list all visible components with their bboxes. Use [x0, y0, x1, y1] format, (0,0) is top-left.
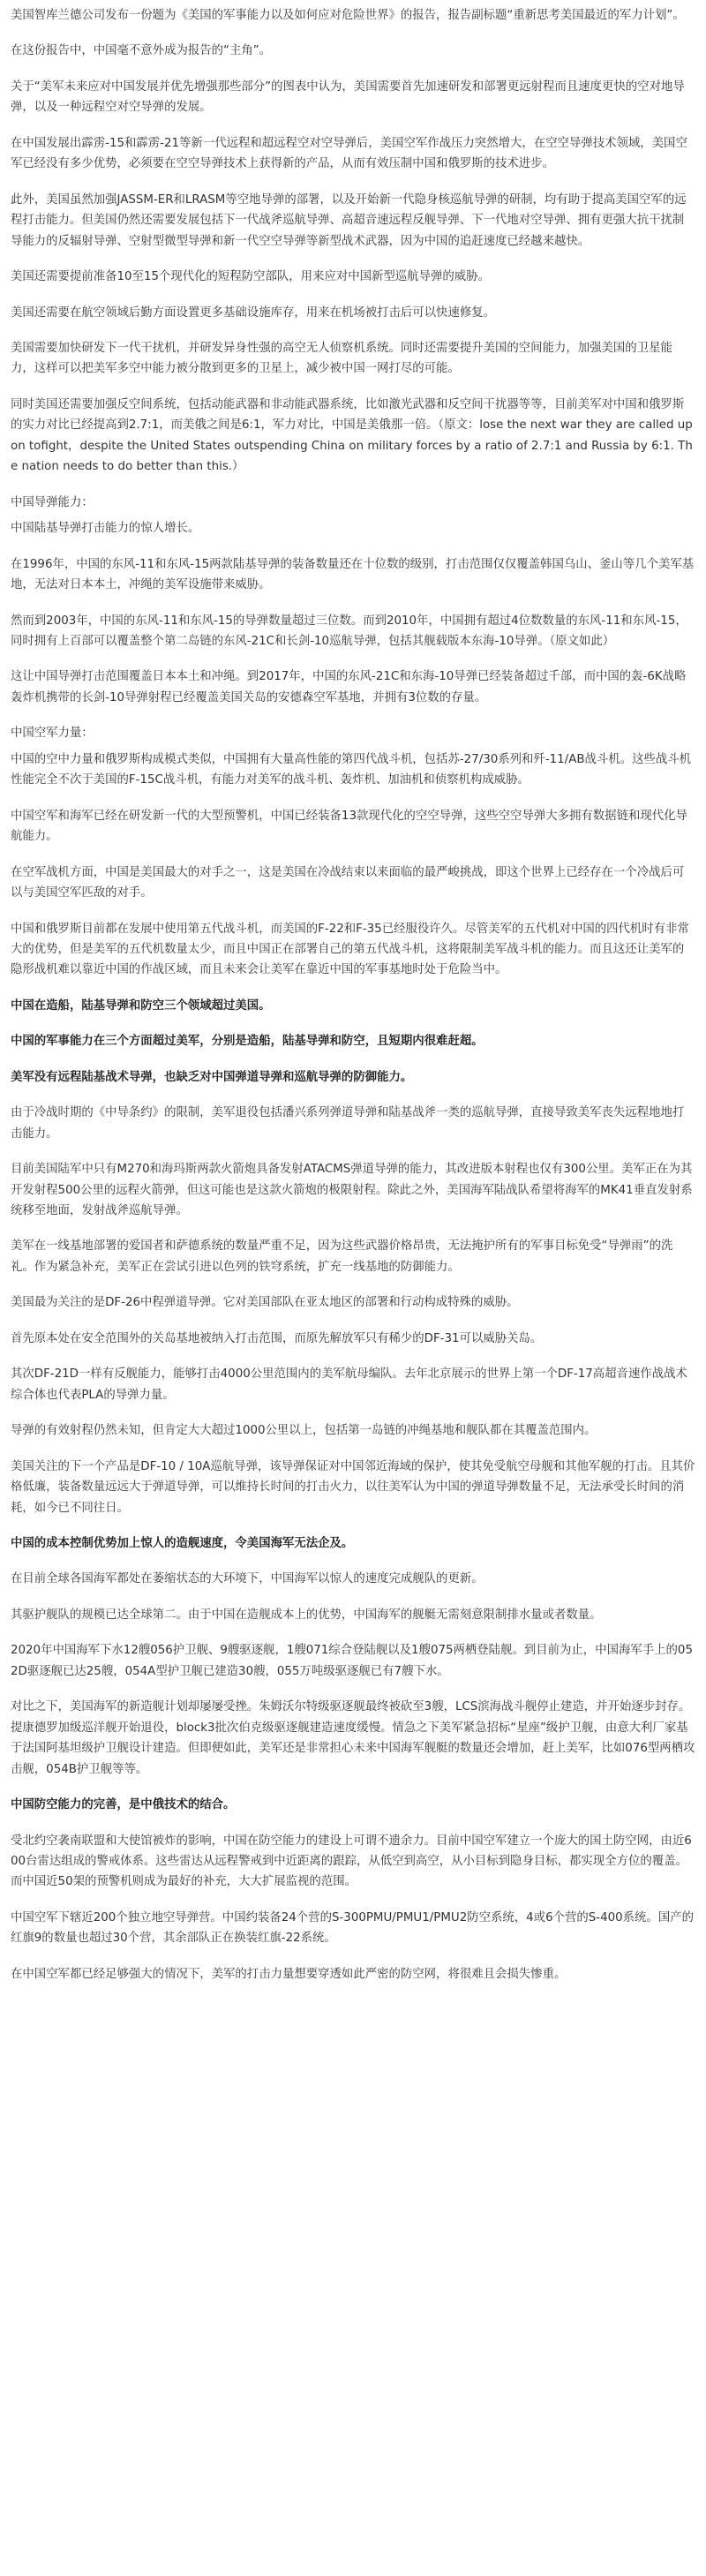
section-heading: 中国防空能力的完善，是中俄技术的结合。 [11, 1798, 236, 1812]
section-heading: 美军没有远程陆基战术导弹，也缺乏对中国弹道导弹和巡航导弹的防御能力。 [11, 1070, 413, 1084]
article-paragraph: 美国还需要在航空领域后勤方面设置更多基础设施库存，用来在机场被打击后可以快速修复。 [11, 305, 496, 320]
article-paragraph: 在中国发展出霹雳-15和霹雳-21等新一代远程和超远程空对空导弹后，美国空军作战压力突然增大，在空空导弹技术领域，美国空军已经没有多少优势，必须要在空空导弹技术上获得新的产品，从而有效压制中国和俄罗斯的技术进步。 [11, 136, 687, 171]
article-paragraph: 对比之下，美国海军的新造舰计划却屡屡受挫。朱姆沃尔特级驱逐舰最终被砍至3艘，LCS滨海战斗舰停止建造，并开始逐步封存。提康德罗加级巡洋舰开始退役，block3批次伯克级驱逐舰建造速度缓慢。情急之下美军紧急招标“星座”级护卫舰，由意大利厂家基于法国阿基坦级护卫舰设计建造。但即便如此，美军还是非常担心未来中国海军舰艇的数量还会增加，赶上美军，比如076型两栖攻击舰，054B护卫舰等等。 [11, 1700, 695, 1776]
article-paragraph: 美军在一线基地部署的爱国者和萨德系统的数量严重不足，因为这些武器价格昂贵，无法掩护所有的军事目标免受“导弹雨”的洗礼。作为紧急补充，美军正在尝试引进以色列的铁穹系统，扩充一线基地的防御能力。 [11, 1239, 673, 1274]
article-paragraph: 受北约空袭南联盟和大使馆被炸的影响，中国在防空能力的建设上可谓不遗余力。目前中国空军建立一个庞大的国土防空网，由近600台雷达组成的警戒体系。这些雷达从远程警戒到中近距离的跟踪，从低空到高空，从小目标到隐身目标，都实现全方位的覆盖。而中国近50架的预警机则成为最好的补充，大大扩展监视的范围。 [11, 1834, 692, 1889]
article-paragraph: 关于“美军未来应对中国发展并优先增强那些部分”的图表中认为，美国需要首先加速研发和部署更远射程而且速度更快的空对地导弹，以及一种远程空对空导弹的发展。 [11, 79, 685, 115]
article-paragraph: 在中国空军都已经足够强大的情况下，美军的打击力量想要穿透如此严密的防空网，将很难且会损失惨重。 [11, 1967, 567, 1981]
section-heading: 中国的成本控制优势加上惊人的造舰速度，令美国海军无法企及。 [11, 1537, 354, 1551]
article-paragraph: 中国空军和海军已经在研发新一代的大型预警机，中国已经装备13款现代化的空空导弹，这些空空导弹大多拥有数据链和现代化导航能力。 [11, 809, 687, 844]
article-paragraph: 中国空军力量： [11, 727, 94, 741]
article-paragraph: 中国导弹能力： [11, 495, 94, 509]
article-paragraph: 中国的空中力量和俄罗斯构成模式类似，中国拥有大量高性能的第四代战斗机，包括苏-27/30系列和歼-11/AB战斗机。这些战斗机性能完全不次于美国的F-15C战斗机，有能力对美军的战斗机、轰炸机、加油机和侦察机构成威胁。 [11, 752, 692, 787]
article-paragraph: 这让中国导弹打击范围覆盖日本本土和冲绳。到2017年，中国的东风-21C和东海-10导弹已经装备超过千部，而中国的轰-6K战略轰炸机携带的长剑-10导弹射程已经覆盖美国关岛的安德森空军基地，并拥有3位数的存量。 [11, 670, 687, 704]
article-paragraph: 美国最为关注的是DF-26中程弹道导弹。它对美国部队在亚太地区的部署和行动构成特殊的威胁。 [11, 1296, 519, 1310]
article-paragraph: 其次DF-21D一样有反舰能力，能够打击4000公里范围内的美军航母编队。去年北京展示的世界上第一个DF-17高超音速作战战术综合体也代表PLA的导弹力量。 [11, 1367, 687, 1402]
article-paragraph: 目前美国陆军中只有M270和海玛斯两款火箭炮具备发射ATACMS弹道导弹的能力，其改进版本射程也仅有300公里。美军正在为其开发射程500公里的远程火箭弹，但这可能也是这款火箭炮的极限射程。除此之外，美国海军陆战队希望将海军的MK41垂直发射系统移至地面，发射战斧巡航导弹。 [11, 1163, 693, 1218]
article-paragraph: 由于冷战时期的《中导条约》的限制，美军退役包括潘兴系列弹道导弹和陆基战斧一类的巡航导弹，直接导致美军丧失远程地地打击能力。 [11, 1106, 685, 1141]
article-paragraph: 首先原本处在安全范围外的关岛基地被纳入打击范围，而原先解放军只有稀少的DF-31可以威胁关岛。 [11, 1331, 543, 1345]
article-paragraph: 中国和俄罗斯目前都在发展中使用第五代战斗机，而美国的F-22和F-35已经服役许久。尽管美军的五代机对中国的四代机时有非常大的优势，但是美军的五代机数量太少，而且中国正在部署自己的第五代战斗机，这将限制美军战斗机的能力。而且这还让美军的隐形战机难以靠近中国的作战区域，而且未来会让美军在靠近中国的军事基地时处于危险当中。 [11, 922, 689, 977]
article-paragraph: 此外，美国虽然加强JASSM-ER和LRASM等空地导弹的部署，以及开始新一代隐身核巡航导弹的研制，均有助于提高美国空军的远程打击能力。但美国仍然还需要发展包括下一代战斧巡航导弹、高超音速远程反舰导弹、下一代地对空导弹、拥有更强大抗干扰制导能力的反辐射导弹、空射型微型导弹和新一代空空导弹等新型战术武器，因为中国的追赶速度已经越来越快。 [11, 192, 687, 248]
section-heading: 中国的军事能力在三个方面超过美军，分别是造船，陆基导弹和防空，且短期内很难赶超。 [11, 1035, 484, 1049]
article-paragraph: 在空军战机方面，中国是美国最大的对手之一，这是美国在冷战结束以来面临的最严峻挑战，即这个世界上已经存在一个冷战后可以与美国空军匹敌的对手。 [11, 865, 685, 900]
article-paragraph: 美国关注的下一个产品是DF-10 / 10A巡航导弹，该导弹保证对中国邻近海域的保护，使其免受航空母舰和其他军舰的打击。且其价格低廉，装备数量远远大于弹道导弹，可以维持长时间的打击火力，以往美军认为中国的弹道导弹数量不足，无法承受长时间的消耗，如今已不同往日。 [11, 1459, 695, 1515]
article-paragraph: 2020年中国海军下水12艘056护卫舰、9艘驱逐舰，1艘071综合登陆舰以及1艘075两栖登陆舰。到目前为止，中国海军手上的052D驱逐舰已达25艘，054A型护卫舰已建造30艘，055万吨级驱逐舰已有7艘下水。 [11, 1644, 693, 1678]
article-paragraph: 在目前全球各国海军都处在萎缩状态的大环境下，中国海军以惊人的速度完成舰队的更新。 [11, 1572, 484, 1586]
article-paragraph: 导弹的有效射程仍然未知，但肯定大大超过1000公里以上，包括第一岛链的冲绳基地和舰队都在其覆盖范围内。 [11, 1424, 597, 1438]
article-paragraph: 美国智库兰德公司发布一份题为《美国的军事能力以及如何应对危险世界》的报告，报告副标题“重新思考美国最近的军力计划”。 [11, 9, 685, 22]
article-paragraph: 然而到2003年，中国的东风-11和东风-15的导弹数量超过三位数。而到2010年，中国拥有超过4位数数量的东风-11和东风-15，同时拥有上百部可以覆盖整个第二岛链的东风-21C和长剑-10巡航导弹，包括其舰载版本东海-10导弹。（原文如此） [11, 614, 687, 648]
article-paragraph: 在1996年，中国的东风-11和东风-15两款陆基导弹的装备数量还在十位数的级别，打击范围仅仅覆盖韩国乌山、釜山等几个美军基地，无法对日本本土，冲绳的美军设施带来威胁。 [11, 557, 695, 592]
article-paragraph: 中国陆基导弹打击能力的惊人增长。 [11, 522, 200, 536]
article-paragraph: 同时美国还需要加强反空间系统，包括动能武器和非动能武器系统，比如激光武器和反空间干扰器等等，目前美军对中国和俄罗斯的实力对比已经提高到2.7:1，而美俄之间是6:1，军力对比，中国是美俄那一倍。（原文：lose the next war they are called upon tofight，despite the United States outspending China on military forces by a ratio of 2.7:1 and Russia by 6:1. The nation needs to do better than this.） [11, 397, 693, 474]
article-paragraph: 中国空军下辖近200个独立地空导弹营。中国约装备24个营的S-300PMU/PMU1/PMU2防空系统，4或6个营的S-400系统。国产的红旗9的数量也超过30个营，其余部队正在换装红旗-22系统。 [11, 1910, 694, 1946]
article-paragraph: 在这份报告中，中国毫不意外成为报告的“主角”。 [11, 44, 272, 58]
article-paragraph: 美国还需要提前准备10至15个现代化的短程防空部队，用来应对中国新型巡航导弹的威胁。 [11, 270, 490, 284]
article-paragraph: 其驱护舰队的规模已达全球第二。由于中国在造舰成本上的优势，中国海军的舰艇无需刻意限制排水量或者数量。 [11, 1608, 602, 1622]
section-heading: 中国在造船，陆基导弹和防空三个领域超过美国。 [11, 998, 271, 1013]
article-paragraph: 美国需要加快研发下一代干扰机，并研发异身性强的高空无人侦察机系统。同时还需要提升美国的空间能力，加强美国的卫星能力，这样可以把美军多空中能力被分散到更多的卫星上，减少被中国一网打尽的可能。 [11, 341, 672, 376]
